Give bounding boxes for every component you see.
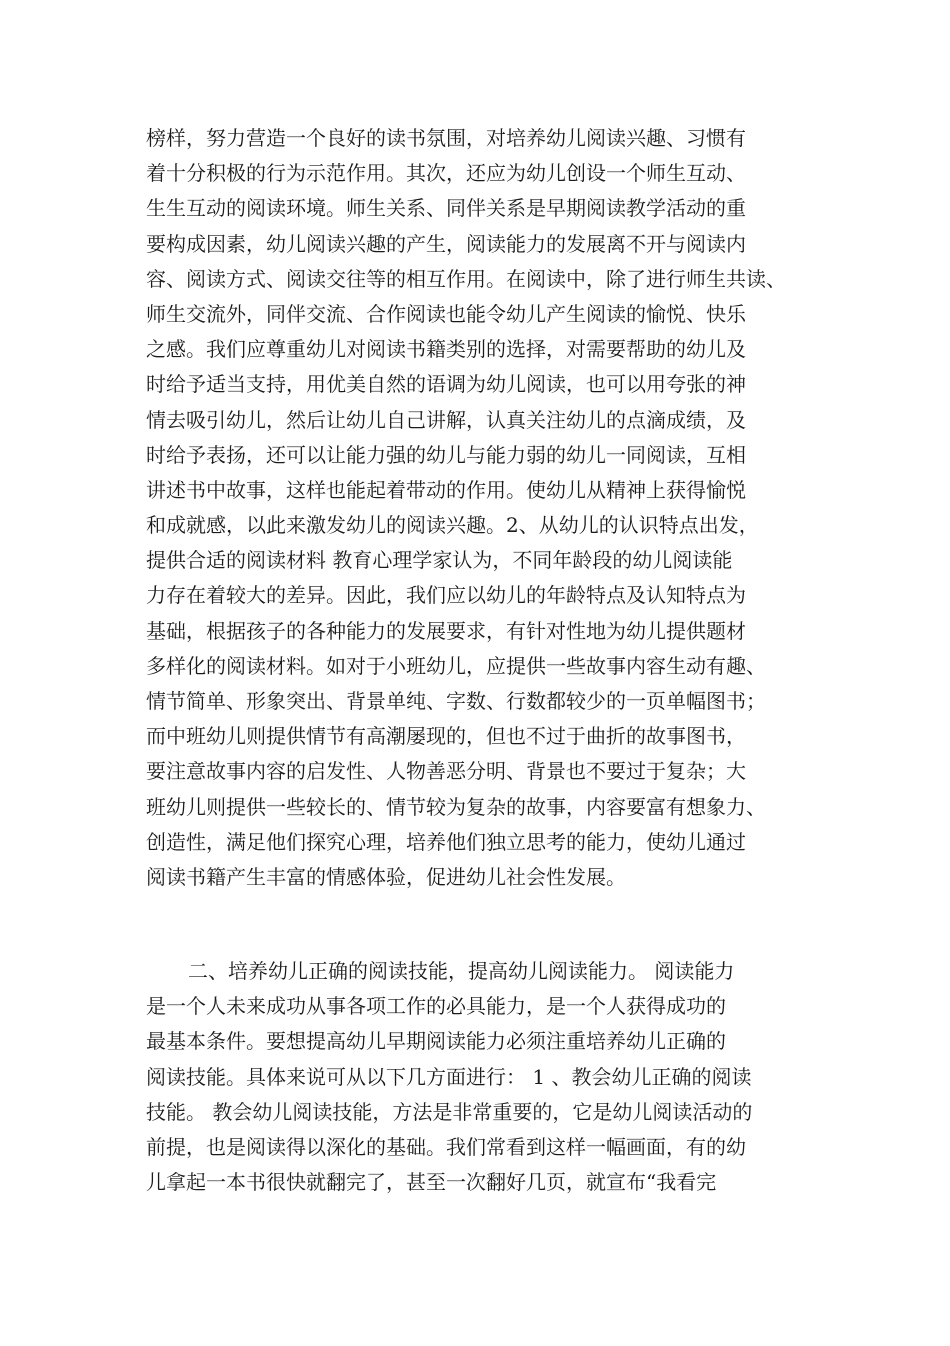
paragraph-line: 阅读书籍产生丰富的情感体验，促进幼儿社会性发展。 [146,864,626,889]
paragraph-line: 之感。我们应尊重幼儿对阅读书籍类别的选择，对需要帮助的幼儿及 [146,337,746,362]
paragraph-line: 要注意故事内容的启发性、人物善恶分明、背景也不要过于复杂；大 [146,759,746,784]
paragraph-line: 阅读技能。具体来说可从以下几方面进行： 1 、教会幼儿正确的阅读 [146,1064,752,1089]
paragraph-line: 生生互动的阅读环境。师生关系、同伴关系是早期阅读教学活动的重 [146,196,746,221]
paragraph-line: 基础，根据孩子的各种能力的发展要求，有针对性地为幼儿提供题材 [146,618,746,643]
paragraph-line: 情节简单、形象突出、背景单纯、字数、行数都较少的一页单幅图书； [146,689,766,713]
paragraph-line: 前提，也是阅读得以深化的基础。我们常看到这样一幅画面，有的幼 [146,1134,746,1159]
paragraph-2 [146,954,816,1200]
paragraph-1 [146,121,816,895]
paragraph-line: 力存在着较大的差异。因此，我们应以幼儿的年龄特点及认知特点为 [146,583,746,608]
paragraph-line: 着十分积极的行为示范作用。其次，还应为幼儿创设一个师生互动、 [146,161,746,186]
paragraph-line: 提供合适的阅读材料 教育心理学家认为，不同年龄段的幼儿阅读能 [146,548,733,573]
paragraph-line: 班幼儿则提供一些较长的、情节较为复杂的故事，内容要富有想象力、 [146,794,766,819]
paragraph-line: 要构成因素，幼儿阅读兴趣的产生，阅读能力的发展离不开与阅读内 [146,231,746,256]
paragraph-line: 儿拿起一本书很快就翻完了，甚至一次翻好几页，就宣布“我看完 [146,1170,717,1195]
paragraph-line: 容、阅读方式、阅读交往等的相互作用。在阅读中，除了进行师生共读、 [146,266,786,291]
paragraph-line: 二、培养幼儿正确的阅读技能，提高幼儿阅读能力。 阅读能力 [188,959,735,983]
paragraph-line: 师生交流外，同伴交流、合作阅读也能令幼儿产生阅读的愉悦、快乐 [146,301,746,326]
paragraph-line: 讲述书中故事，这样也能起着带动的作用。使幼儿从精神上获得愉悦 [146,477,746,502]
paragraph-line: 技能。 教会幼儿阅读技能，方法是非常重要的，它是幼儿阅读活动的 [146,1099,753,1124]
paragraph-line: 和成就感，以此来激发幼儿的阅读兴趣。2、从幼儿的认识特点出发， [146,513,759,538]
paragraph-line: 时给予表扬，还可以让能力强的幼儿与能力弱的幼儿一同阅读，互相 [146,442,746,467]
paragraph-line: 时给予适当支持，用优美自然的语调为幼儿阅读，也可以用夸张的神 [146,372,746,397]
paragraph-line: 情去吸引幼儿，然后让幼儿自己讲解，认真关注幼儿的点滴成绩，及 [146,407,746,432]
paragraph-line: 创造性，满足他们探究心理，培养他们独立思考的能力，使幼儿通过 [146,829,746,854]
paragraph-line: 而中班幼儿则提供情节有高潮屡现的，但也不过于曲折的故事图书， [146,724,746,749]
paragraph-line: 最基本条件。要想提高幼儿早期阅读能力必须注重培养幼儿正确的 [146,1029,726,1054]
paragraph-line: 是一个人未来成功从事各项工作的必具能力，是一个人获得成功的 [146,994,726,1019]
paragraph-line: 榜样，努力营造一个良好的读书氛围，对培养幼儿阅读兴趣、习惯有 [146,126,746,150]
paragraph-line: 多样化的阅读材料。如对于小班幼儿，应提供一些故事内容生动有趣、 [146,653,766,678]
